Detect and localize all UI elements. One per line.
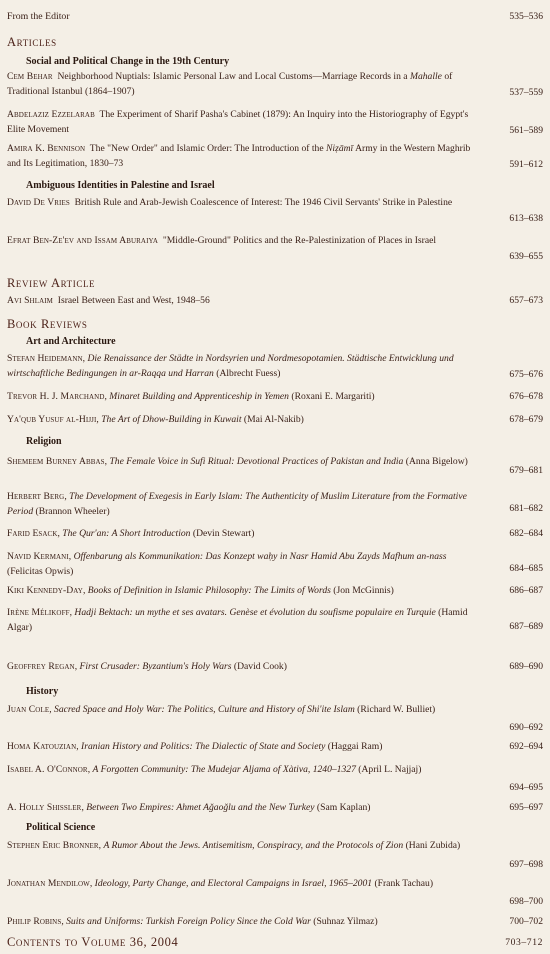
title-italic: A Rumor About the Jews. Antisemitism, Conspiracy, and the Protocols of Zion	[103, 840, 404, 851]
page-range: 697–698	[509, 859, 543, 870]
page-range: 657–673	[509, 295, 543, 306]
reviewer: (Suhnaz Yilmaz)	[310, 916, 378, 927]
title-italic: Hadji Bektach: un mythe et ses avatars. Genèse et évolution du soufisme populaire en Turquie	[74, 607, 436, 618]
author: Kiki Kennedy-Day	[7, 585, 83, 596]
page-range: 690–692	[509, 722, 543, 733]
list-item	[7, 234, 543, 262]
page-range: 675–676	[509, 369, 543, 380]
page-range: 698–700	[509, 896, 543, 907]
page-range: 686–687	[509, 585, 543, 596]
title-part: The Experiment of Sharif Pasha's Cabinet (1879): An Inquiry into the Historiography of Egypt's Elite Movement	[7, 109, 469, 135]
subsection-heading: Social and Political Change in the 19th Century	[26, 56, 230, 67]
title-italic: Iranian History and Politics: The Dialectic of State and Society	[81, 741, 326, 752]
page-range: 695–697	[509, 802, 543, 813]
reviewer: (Haggai Ram)	[325, 741, 383, 752]
list-item: A. Holly Shissler, Between Two Empires: Ahmet Ağaoğlu and the New Turkey (Sam Kaplan) 695–697	[7, 801, 543, 816]
page-range: 681–682	[509, 503, 543, 514]
author: A. Holly Shissler	[7, 802, 82, 813]
reviewer: (Jon McGinnis)	[330, 585, 394, 596]
reviewer: (Sam Kaplan)	[314, 802, 371, 813]
list-item	[7, 70, 543, 99]
reviewer: (Anna Bigelow)	[403, 456, 468, 467]
author: Philip Robins	[7, 916, 62, 927]
author: Trevor H. J. Marchand	[7, 391, 105, 402]
title-italic: The Development of Exegesis in Early Islam: The Authenticity of Muslim Literature from the Formative Period	[7, 491, 467, 517]
page-range: 639–655	[509, 251, 543, 262]
page-range: 682–684	[509, 528, 543, 539]
reviewer: (Hani Zubida)	[403, 840, 461, 851]
section-heading-articles: Articles	[7, 35, 57, 49]
author: Shemeem Burney Abbas	[7, 456, 105, 467]
subsection-heading: Ambiguous Identities in Palestine and Israel	[26, 180, 215, 191]
author: Navid Kermani	[7, 551, 69, 562]
title-italic: The Female Voice in Sufi Ritual: Devotional Practices of Pakistan and India	[109, 456, 404, 467]
author: Stephen Eric Bronner	[7, 840, 99, 851]
reviewer: (Brannon Wheeler)	[33, 505, 110, 517]
reviewer: (Devin Stewart)	[190, 528, 255, 539]
page-range: 676–678	[509, 391, 543, 402]
author: Avi Shlaim	[7, 295, 53, 306]
title-italic: Ideology, Party Change, and Electoral Campaigns in Israel, 1965–2001	[94, 878, 373, 889]
author: Ya'qub Yusuf al-Hijji	[7, 414, 97, 425]
reviewer: (Roxani E. Margariti)	[288, 391, 375, 402]
author: Homa Katouzian	[7, 741, 77, 752]
page-range: 692–694	[509, 741, 543, 752]
title-italic: Books of Definition in Islamic Philosophy: The Limits of Words	[87, 585, 331, 596]
page-range: 700–702	[509, 916, 543, 927]
list-item	[7, 294, 543, 309]
list-item: Kiki Kennedy-Day, Books of Definition in Islamic Philosophy: The Limits of Words (Jon McGinnis) 686–687	[7, 584, 543, 599]
page-range: 591–612	[509, 159, 543, 170]
page-range: 687–689	[509, 621, 543, 632]
title-part: of Traditional Istanbul (1864–1907)	[7, 71, 453, 97]
page-range: 537–559	[509, 87, 543, 98]
title-part: Israel Between East and West, 1948–56	[57, 295, 210, 306]
section-heading-book-reviews: Book Reviews	[7, 317, 88, 331]
contents-volume-entry	[7, 935, 543, 950]
title-part: "Middle-Ground" Politics and the Re-Palestinization of Places in Israel	[162, 235, 437, 246]
subsection-heading: History	[26, 686, 59, 697]
author: Herbert Berg	[7, 491, 65, 502]
title-italic: Sacred Space and Holy War: The Politics, Culture and History of Shi'ite Islam	[54, 704, 355, 715]
list-item: Herbert Berg, The Development of Exegesis in Early Islam: The Authenticity of Muslim Literature from the Formative Period (Brannon Wheeler) 681–682	[7, 491, 543, 517]
list-item: Jonathan Mendilow, Ideology, Party Change, and Electoral Campaigns in Israel, 1965–2001 (Frank Tachau) 698–700	[7, 877, 543, 892]
section-heading-review: Review Article	[7, 276, 96, 290]
list-item: Trevor H. J. Marchand, Minaret Building and Apprenticeship in Yemen (Roxani E. Margariti) 676–678	[7, 390, 543, 405]
list-item: Geoffrey Regan, First Crusader: Byzantium's Holy Wars (David Cook) 689–690	[7, 660, 543, 675]
author: Geoffrey Regan	[7, 661, 75, 672]
reviewer: (David Cook)	[231, 661, 287, 672]
list-item: Isabel A. O'Connor, A Forgotten Community: The Mudejar Aljama of Xàtiva, 1240–1327 (April L. Najjaj) 694–695	[7, 763, 543, 778]
title-italic: A Forgotten Community: The Mudejar Aljama of Xàtiva, 1240–1327	[92, 764, 356, 775]
list-item: Ya'qub Yusuf al-Hijji, The Art of Dhow-Building in Kuwait (Mai Al-Nakib) 678–679	[7, 413, 543, 428]
title-italic: The Art of Dhow-Building in Kuwait	[101, 414, 242, 425]
list-item: Stefan Heidemann, Die Renaissance der Städte in Nordsyrien und Nordmesopotamien. Städtische Entwicklung und wirtschaftliche Bedingungen in ar-Raqqa und Harran (Albrecht Fuess) 675–676	[7, 352, 543, 381]
page-range: 703–712	[505, 937, 543, 948]
subsection-heading: Religion	[26, 436, 62, 447]
reviewer: (Felicitas Opwis)	[7, 565, 74, 577]
author: Stefan Heidemann	[7, 353, 83, 364]
reviewer: (Frank Tachau)	[372, 878, 434, 889]
author: Efrat Ben-Ze'ev and Issam Aburaiya	[7, 235, 159, 246]
page-range: 684–685	[509, 563, 543, 574]
list-item: Philip Robins, Suits and Uniforms: Turkish Foreign Policy Since the Cold War (Suhnaz Yilmaz) 700–702	[7, 915, 543, 930]
list-item: Farid Esack, The Qur'an: A Short Introduction (Devin Stewart) 682–684	[7, 527, 543, 542]
editor-label: From the Editor	[7, 11, 70, 22]
title-italic: The Qur'an: A Short Introduction	[62, 528, 191, 539]
title-italic: Niẓāmī	[326, 143, 354, 154]
author: Amira K. Bennison	[7, 143, 86, 154]
title-italic: Offenbarung als Kommunikation: Das Konzept waḥy in Nasr Hamid Abu Zayds Mafhum an-nass	[73, 551, 447, 562]
title-italic: Die Renaissance der Städte in Nordsyrien und Nordmesopotamien. Städtische Entwicklung und wirtschaftliche Bedingungen in ar-Raqqa und Harran	[7, 353, 454, 379]
reviewer: (Mai Al-Nakib)	[241, 414, 304, 425]
page-range: 694–695	[509, 782, 543, 793]
reviewer: (April L. Najjaj)	[355, 764, 422, 775]
author: David De Vries	[7, 197, 70, 208]
subsection-heading: Political Science	[26, 822, 96, 833]
title-italic: Suits and Uniforms: Turkish Foreign Policy Since the Cold War	[66, 916, 311, 927]
reviewer: (Albrecht Fuess)	[213, 367, 281, 379]
list-item: Shemeem Burney Abbas, The Female Voice in Sufi Ritual: Devotional Practices of Pakistan and India (Anna Bigelow) 679–681	[7, 455, 543, 470]
author: Farid Esack	[7, 528, 58, 539]
list-item	[7, 108, 543, 137]
title-part: Army in the Western Maghrib and Its Legitimation, 1830–73	[7, 143, 471, 169]
author: Abdelaziz Ezzelarab	[7, 109, 95, 120]
title-part: British Rule and Arab-Jewish Coalescence of Interest: The 1946 Civil Servants' Strike in Palestine	[74, 197, 453, 208]
list-item: Navid Kermani, Offenbarung als Kommunikation: Das Konzept waḥy in Nasr Hamid Abu Zayds Mafhum an-nass (Felicitas Opwis) 684–685	[7, 551, 543, 577]
contents-label: Contents to Volume 36, 2004	[7, 935, 179, 949]
reviewer: (Richard W. Bulliet)	[354, 704, 436, 715]
title-part: The "New Order" and Islamic Order: The Introduction of the	[89, 143, 327, 154]
list-item: Stephen Eric Bronner, A Rumor About the Jews. Antisemitism, Conspiracy, and the Protocols of Zion (Hani Zubida) 697–698	[7, 839, 543, 854]
title-italic: First Crusader: Byzantium's Holy Wars	[79, 661, 232, 672]
author: Irène Mélikoff	[7, 607, 70, 618]
author: Cem Behar	[7, 71, 53, 82]
title-part: Neighborhood Nuptials: Islamic Personal Law and Local Customs—Marriage Records in a	[57, 71, 410, 82]
page-range: 535–536	[509, 11, 543, 22]
page-range: 561–589	[509, 125, 543, 136]
list-item: Juan Cole, Sacred Space and Holy War: The Politics, Culture and History of Shi'ite Islam (Richard W. Bulliet) 690–692	[7, 703, 543, 718]
title-italic: Mahalle	[409, 71, 442, 82]
page-range: 613–638	[509, 213, 543, 224]
author: Isabel A. O'Connor	[7, 764, 88, 775]
title-italic: Minaret Building and Apprenticeship in Yemen	[109, 391, 289, 402]
title-italic: Between Two Empires: Ahmet Ağaoğlu and the New Turkey	[86, 802, 315, 813]
author: Juan Cole	[7, 704, 50, 715]
list-item: Homa Katouzian, Iranian History and Politics: The Dialectic of State and Society (Haggai Ram) 692–694	[7, 740, 543, 755]
editor-entry	[7, 11, 543, 22]
page-range: 678–679	[509, 414, 543, 425]
list-item: Irène Mélikoff, Hadji Bektach: un mythe et ses avatars. Genèse et évolution du soufisme populaire en Turquie (Hamid Algar) 687–689	[7, 607, 543, 633]
page-range: 689–690	[509, 661, 543, 672]
reviewer: (Hamid Algar)	[7, 607, 468, 633]
list-item	[7, 196, 543, 224]
subsection-heading: Art and Architecture	[26, 336, 116, 347]
author: Jonathan Mendilow	[7, 878, 90, 889]
list-item	[7, 142, 543, 171]
page-range: 679–681	[509, 465, 543, 476]
